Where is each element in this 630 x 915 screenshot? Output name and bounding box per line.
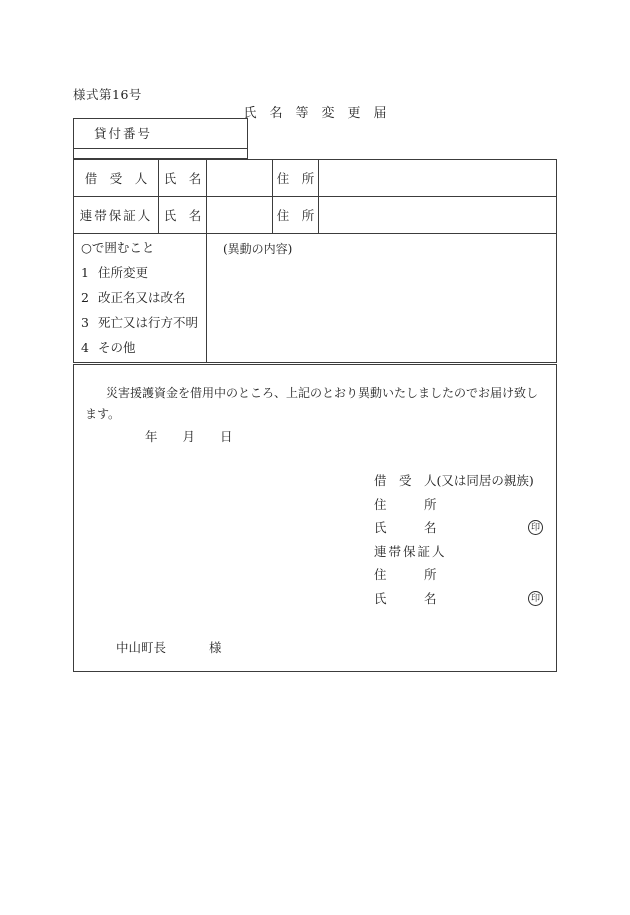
signature-guarantor-heading: 連帯保証人 — [374, 543, 447, 559]
loan-number-label: 貸付番号 — [74, 119, 247, 149]
option-death-missing — [81, 310, 206, 335]
date-line: 年 月 日 — [145, 429, 233, 444]
seal-icon: 印 — [528, 520, 543, 535]
signature-borrower-name-label: 氏 名 — [374, 520, 437, 535]
seal-icon: 印 — [528, 591, 543, 606]
option-name-correction — [81, 285, 206, 310]
circle-instruction: ○で囲むこと — [81, 240, 155, 255]
signature-block — [374, 469, 550, 610]
guarantor-name-label: 氏 名 — [159, 197, 207, 234]
form-title: 氏 名 等 変 更 届 — [243, 106, 387, 121]
option-label: 死亡又は行方不明 — [97, 315, 198, 330]
guarantor-address-field — [319, 197, 556, 234]
option-number: 2 — [81, 290, 89, 305]
signature-borrower-address-label: 住 所 — [374, 496, 437, 512]
change-type-options — [74, 234, 207, 362]
signature-guarantor-name-row — [374, 587, 550, 611]
addressee-honorific: 様 — [209, 640, 222, 655]
guarantor-role-label: 連帯保証人 — [74, 197, 159, 234]
addressee-line — [116, 638, 222, 658]
borrower-address-field — [319, 160, 556, 197]
change-detail-area — [207, 234, 556, 362]
loan-number-box — [73, 118, 248, 159]
addressee-name: 中山町長 — [116, 640, 167, 655]
declaration-box — [73, 364, 557, 672]
guarantor-name-field — [207, 197, 273, 234]
option-number: 3 — [81, 315, 89, 330]
borrower-role-label: 借 受 人 — [74, 160, 159, 197]
declaration-statement: 災害援護資金を借用中のところ、上記のとおり異動いたしましたのでお届け致します。 — [85, 386, 539, 421]
guarantor-address-label: 住 所 — [273, 197, 319, 234]
option-number: 1 — [81, 265, 89, 280]
borrower-address-label: 住 所 — [273, 160, 319, 197]
signature-borrower-heading: 借 受 人(又は同居の親族) — [374, 473, 534, 488]
option-other — [81, 335, 206, 360]
option-label: 改正名又は改名 — [97, 290, 186, 305]
option-label: その他 — [97, 340, 136, 355]
signature-guarantor-name-label: 氏 名 — [374, 590, 437, 606]
borrower-name-label: 氏 名 — [159, 160, 207, 197]
parties-table — [73, 159, 557, 363]
option-number: 4 — [81, 340, 89, 355]
option-label: 住所変更 — [97, 265, 148, 280]
signature-guarantor-address-label: 住 所 — [374, 567, 437, 582]
signature-borrower-name-row — [374, 516, 550, 540]
form-number: 様式第16号 — [73, 87, 142, 102]
borrower-name-field — [207, 160, 273, 197]
option-address-change — [81, 260, 206, 285]
change-detail-heading: (異動の内容) — [223, 242, 293, 256]
